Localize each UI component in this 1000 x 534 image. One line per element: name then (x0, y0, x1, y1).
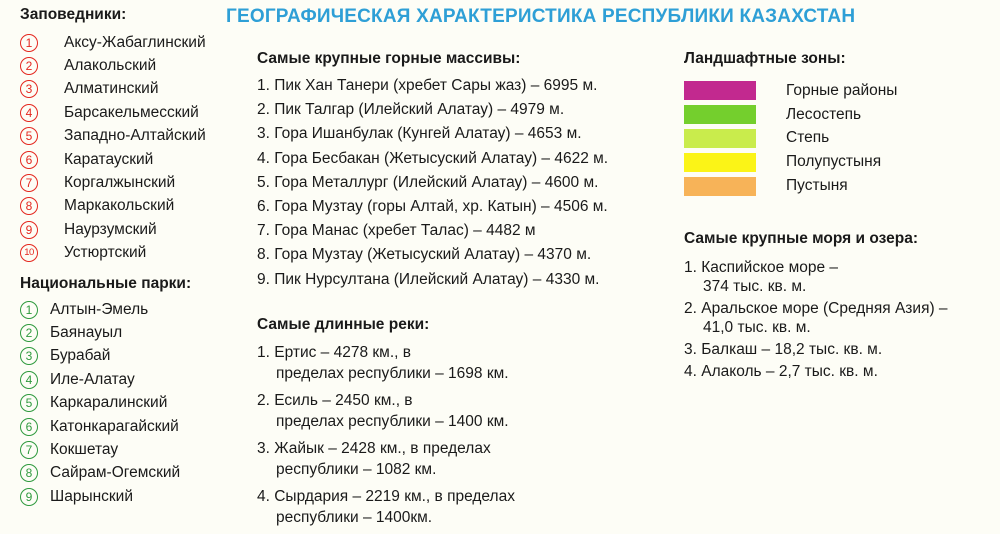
zone-legend-row (684, 79, 994, 103)
number-circle-icon: 6 (20, 151, 38, 169)
reserve-item (20, 54, 235, 77)
park-name: Иле-Алатау (50, 370, 135, 388)
zone-legend-row (684, 103, 994, 127)
number-circle-icon: 9 (20, 221, 38, 239)
reserves-list (20, 31, 235, 265)
right-column (684, 50, 994, 384)
number-circle-icon: 9 (20, 488, 38, 506)
zone-label: Пустыня (786, 177, 848, 195)
lake-item (684, 362, 994, 381)
mountain-item: 1. Пик Хан Танери (хребет Сары жаз) – 6995 м. (257, 77, 598, 94)
reserve-name: Каратауский (64, 150, 154, 168)
park-item (20, 391, 235, 414)
reserve-item (20, 125, 235, 148)
reserve-name: Алматинский (64, 80, 159, 98)
river-line2: республики – 1400км. (276, 508, 433, 526)
number-circle-icon: 4 (20, 104, 38, 122)
zone-label: Полупустыня (786, 153, 882, 171)
park-name: Шарынский (50, 487, 133, 505)
zone-label: Степь (786, 129, 830, 147)
zone-color-swatch (684, 177, 756, 196)
reserves-heading: Заповедники: (20, 6, 127, 23)
river-line1: 2. Есиль – 2450 км., в (257, 391, 413, 409)
number-circle-icon: 1 (20, 34, 38, 52)
park-item (20, 438, 235, 461)
reserve-item (20, 101, 235, 124)
park-item (20, 415, 235, 438)
left-column (20, 6, 235, 508)
number-circle-icon: 7 (20, 174, 38, 192)
park-name: Бурабай (50, 347, 111, 365)
number-circle-icon: 8 (20, 197, 38, 215)
river-item (257, 390, 677, 432)
park-name: Алтын-Эмель (50, 300, 149, 318)
reserve-item (20, 195, 235, 218)
river-line2: республики – 1082 км. (276, 460, 437, 478)
river-item (257, 438, 677, 480)
river-line1: 1. Ертис – 4278 км., в (257, 343, 411, 361)
park-item (20, 298, 235, 321)
reserve-item (20, 31, 235, 54)
reserve-name: Аксу-Жабаглинский (64, 33, 206, 51)
lake-line1: 1. Каспийское море – (684, 258, 839, 276)
number-circle-icon: 3 (20, 347, 38, 365)
lake-line1: 4. Алаколь – 2,7 тыс. кв. м. (684, 362, 878, 380)
mountain-item: 3. Гора Ишанбулак (Кунгей Алатау) – 4653 м. (257, 125, 582, 143)
lake-item (684, 299, 994, 337)
number-circle-icon: 10 (20, 244, 38, 262)
lake-line2: 374 тыс. кв. м. (703, 277, 807, 295)
number-circle-icon: 6 (20, 418, 38, 436)
zone-color-swatch (684, 129, 756, 148)
number-circle-icon: 5 (20, 127, 38, 145)
river-line1: 4. Сырдария – 2219 км., в пределах (257, 487, 515, 505)
parks-heading: Национальные парки: (20, 274, 192, 292)
park-item (20, 321, 235, 344)
reserve-name: Наурзумский (64, 220, 157, 238)
number-circle-icon: 3 (20, 80, 38, 98)
reserve-name: Западно-Алтайский (64, 127, 206, 145)
mountain-item: 8. Гора Музтау (Жетысуский Алатау) – 4370 м. (257, 246, 592, 264)
river-line1: 3. Жайык – 2428 км., в пределах (257, 439, 491, 457)
lakes-heading: Самые крупные моря и озера: (684, 229, 918, 247)
reserve-item (20, 78, 235, 101)
zone-legend-row (684, 127, 994, 151)
number-circle-icon: 7 (20, 441, 38, 459)
mountain-item: 5. Гора Металлург (Илейский Алатау) – 4600 м. (257, 173, 599, 191)
reserve-name: Барсакельмесский (64, 103, 199, 121)
number-circle-icon: 2 (20, 324, 38, 342)
mountain-item: 2. Пик Талгар (Илейский Алатау) – 4979 м. (257, 101, 565, 119)
parks-list (20, 298, 235, 509)
number-circle-icon: 1 (20, 301, 38, 319)
mountains-list (257, 74, 677, 292)
number-circle-icon: 8 (20, 464, 38, 482)
river-item (257, 342, 677, 384)
number-circle-icon: 4 (20, 371, 38, 389)
lake-line1: 3. Балкаш – 18,2 тыс. кв. м. (684, 340, 883, 358)
park-item (20, 485, 235, 508)
reserve-item (20, 242, 235, 265)
page-title: ГЕОГРАФИЧЕСКАЯ ХАРАКТЕРИСТИКА РЕСПУБЛИКИ КАЗАХСТАН (226, 6, 856, 27)
zone-color-swatch (684, 153, 756, 172)
zone-label: Лесостепь (786, 105, 862, 123)
zone-label: Горные районы (786, 81, 898, 99)
river-line2: пределах республики – 1400 км. (276, 412, 509, 430)
park-item (20, 462, 235, 485)
park-item (20, 345, 235, 368)
zones-legend (684, 79, 994, 198)
mountain-item: 4. Гора Бесбакан (Жетысуский Алатау) – 4622 м. (257, 149, 609, 167)
park-name: Катонкарагайский (50, 417, 179, 435)
lake-line2: 41,0 тыс. кв. м. (703, 318, 811, 336)
lakes-list (684, 258, 994, 381)
mountain-item: 6. Гора Музтау (горы Алтай, хр. Катын) – 4506 м. (257, 197, 608, 215)
reserve-name: Алакольский (64, 57, 157, 75)
reserve-item (20, 171, 235, 194)
reserve-item (20, 148, 235, 171)
park-name: Баянауыл (50, 323, 123, 341)
zone-legend-row (684, 174, 994, 198)
river-item (257, 486, 677, 528)
reserve-name: Маркакольский (64, 197, 175, 215)
rivers-heading: Самые длинные реки: (257, 315, 430, 333)
zone-color-swatch (684, 105, 756, 124)
zones-heading: Ландшафтные зоны: (684, 50, 846, 67)
park-name: Каркаралинский (50, 394, 168, 412)
mountains-heading: Самые крупные горные массивы: (257, 50, 521, 67)
number-circle-icon: 5 (20, 394, 38, 412)
lake-item (684, 340, 994, 359)
lake-item (684, 258, 994, 296)
rivers-list (257, 342, 677, 528)
reserve-name: Устюртский (64, 244, 147, 262)
park-item (20, 368, 235, 391)
zone-legend-row (684, 150, 994, 174)
number-circle-icon: 2 (20, 57, 38, 75)
zone-color-swatch (684, 81, 756, 100)
middle-column (257, 50, 677, 534)
lake-line1: 2. Аральское море (Средняя Азия) – (684, 299, 948, 317)
reserve-name: Коргалжынский (64, 174, 176, 192)
park-name: Кокшетау (50, 440, 119, 458)
mountain-item: 9. Пик Нурсултана (Илейский Алатау) – 4330 м. (257, 270, 600, 288)
river-line2: пределах республики – 1698 км. (276, 364, 509, 382)
park-name: Сайрам-Огемский (50, 464, 181, 482)
mountain-item: 7. Гора Манас (хребет Талас) – 4482 м (257, 222, 536, 240)
reserve-item (20, 218, 235, 241)
